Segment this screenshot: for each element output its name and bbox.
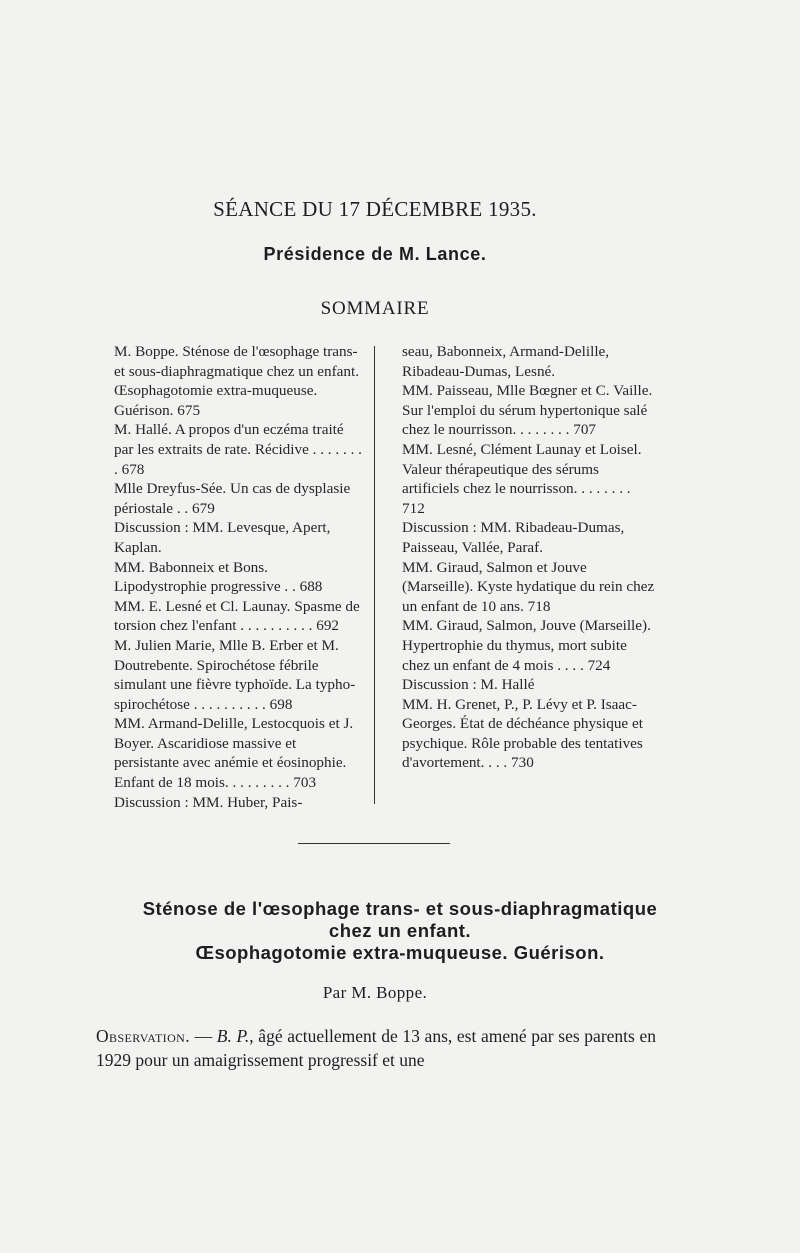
sommaire-discussion: Discussion : MM. Levesque, Apert, Kaplan. (114, 519, 331, 556)
sommaire-entry: M. Hallé. A propos d'un eczéma traité par les extraits de rate. Récidive . . . . . . . . 678 (114, 421, 362, 478)
sommaire-entry: MM. Armand-Delille, Lestocquois et J. Boyer. Ascaridiose massive et persistante avec anémie et éosinophie. Enfant de 18 mois. . . . . . . . . 703 (114, 715, 354, 792)
sommaire-discussion: Discussion : MM. Huber, Pais- (114, 793, 303, 811)
observation-text: , âgé actuellement de 13 ans, est amené par ses parents en 1929 pour un amaigrissement progressif et une (96, 1026, 656, 1070)
observation-label: Observation. (96, 1026, 190, 1046)
section-separator (298, 843, 450, 844)
article-author: Par M. Boppe. (322, 983, 428, 1002)
sommaire-entry: M. Boppe. Sténose de l'œsophage trans- et sous-diaphragmatique chez un enfant. Œsophagotomie extra-muqueuse. Guérison. 675 (114, 343, 360, 419)
patient-initials: B. P. (216, 1026, 250, 1046)
presidence-line: Présidence de M. Lance. (263, 244, 487, 264)
article-title-line: Sténose de l'œsophage trans- et sous-diaphragmatique (142, 898, 658, 919)
sommaire-entry: M. Julien Marie, Mlle B. Erber et M. Doutrebente. Spirochétose fébrile simulant une fièvre typhoïde. La typho-spirochétose . . . . . . . . . . 698 (114, 636, 356, 713)
sommaire-entry: MM. H. Grenet, P., P. Lévy et P. Isaac-Georges. État de déchéance physique et psychique. Rôle probable des tentatives d'avortement. . . . 730 (402, 695, 643, 772)
sommaire-left-column (114, 342, 362, 812)
article-title-line: chez un enfant. (328, 920, 472, 941)
sommaire-entry: MM. Giraud, Salmon, Jouve (Marseille). Hypertrophie du thymus, mort subite chez un enfant de 4 mois . . . . 724 (402, 617, 651, 674)
article-title-line: Œsophagotomie extra-muqueuse. Guérison. (195, 942, 605, 963)
observation-paragraph (96, 1024, 656, 1072)
sommaire-entry: MM. E. Lesné et Cl. Launay. Spasme de torsion chez l'enfant . . . . . . . . . . 692 (114, 597, 360, 635)
sommaire-discussion: seau, Babonneix, Armand-Delille, Ribadeau-Dumas, Lesné. (402, 343, 610, 380)
sommaire-entry: MM. Giraud, Salmon et Jouve (Marseille). Kyste hydatique du rein chez un enfant de 10 ans. 718 (402, 558, 655, 615)
sommaire-entry: MM. Paisseau, Mlle Bœgner et C. Vaille. Sur l'emploi du sérum hypertonique salé chez le nourrisson. . . . . . . . 707 (402, 382, 653, 439)
article-title (60, 898, 740, 964)
sommaire-heading: SOMMAIRE (320, 298, 430, 319)
sommaire-discussion: Discussion : M. Hallé (402, 676, 535, 694)
observation-dash: — (189, 1026, 217, 1046)
sommaire-discussion: Discussion : MM. Ribadeau-Dumas, Paisseau, Vallée, Paraf. (402, 519, 625, 556)
session-title: SÉANCE DU 17 DÉCEMBRE 1935. (213, 197, 537, 221)
sommaire-entry: MM. Babonneix et Bons. Lipodystrophie progressive . . 688 (114, 558, 323, 596)
column-divider (374, 346, 375, 804)
sommaire-right-column (402, 342, 656, 773)
sommaire-entry: MM. Lesné, Clément Launay et Loisel. Valeur thérapeutique des sérums artificiels chez le nourrisson. . . . . . . . 712 (402, 440, 642, 517)
sommaire-entry: Mlle Dreyfus-Sée. Un cas de dysplasie périostale . . 679 (114, 480, 351, 517)
